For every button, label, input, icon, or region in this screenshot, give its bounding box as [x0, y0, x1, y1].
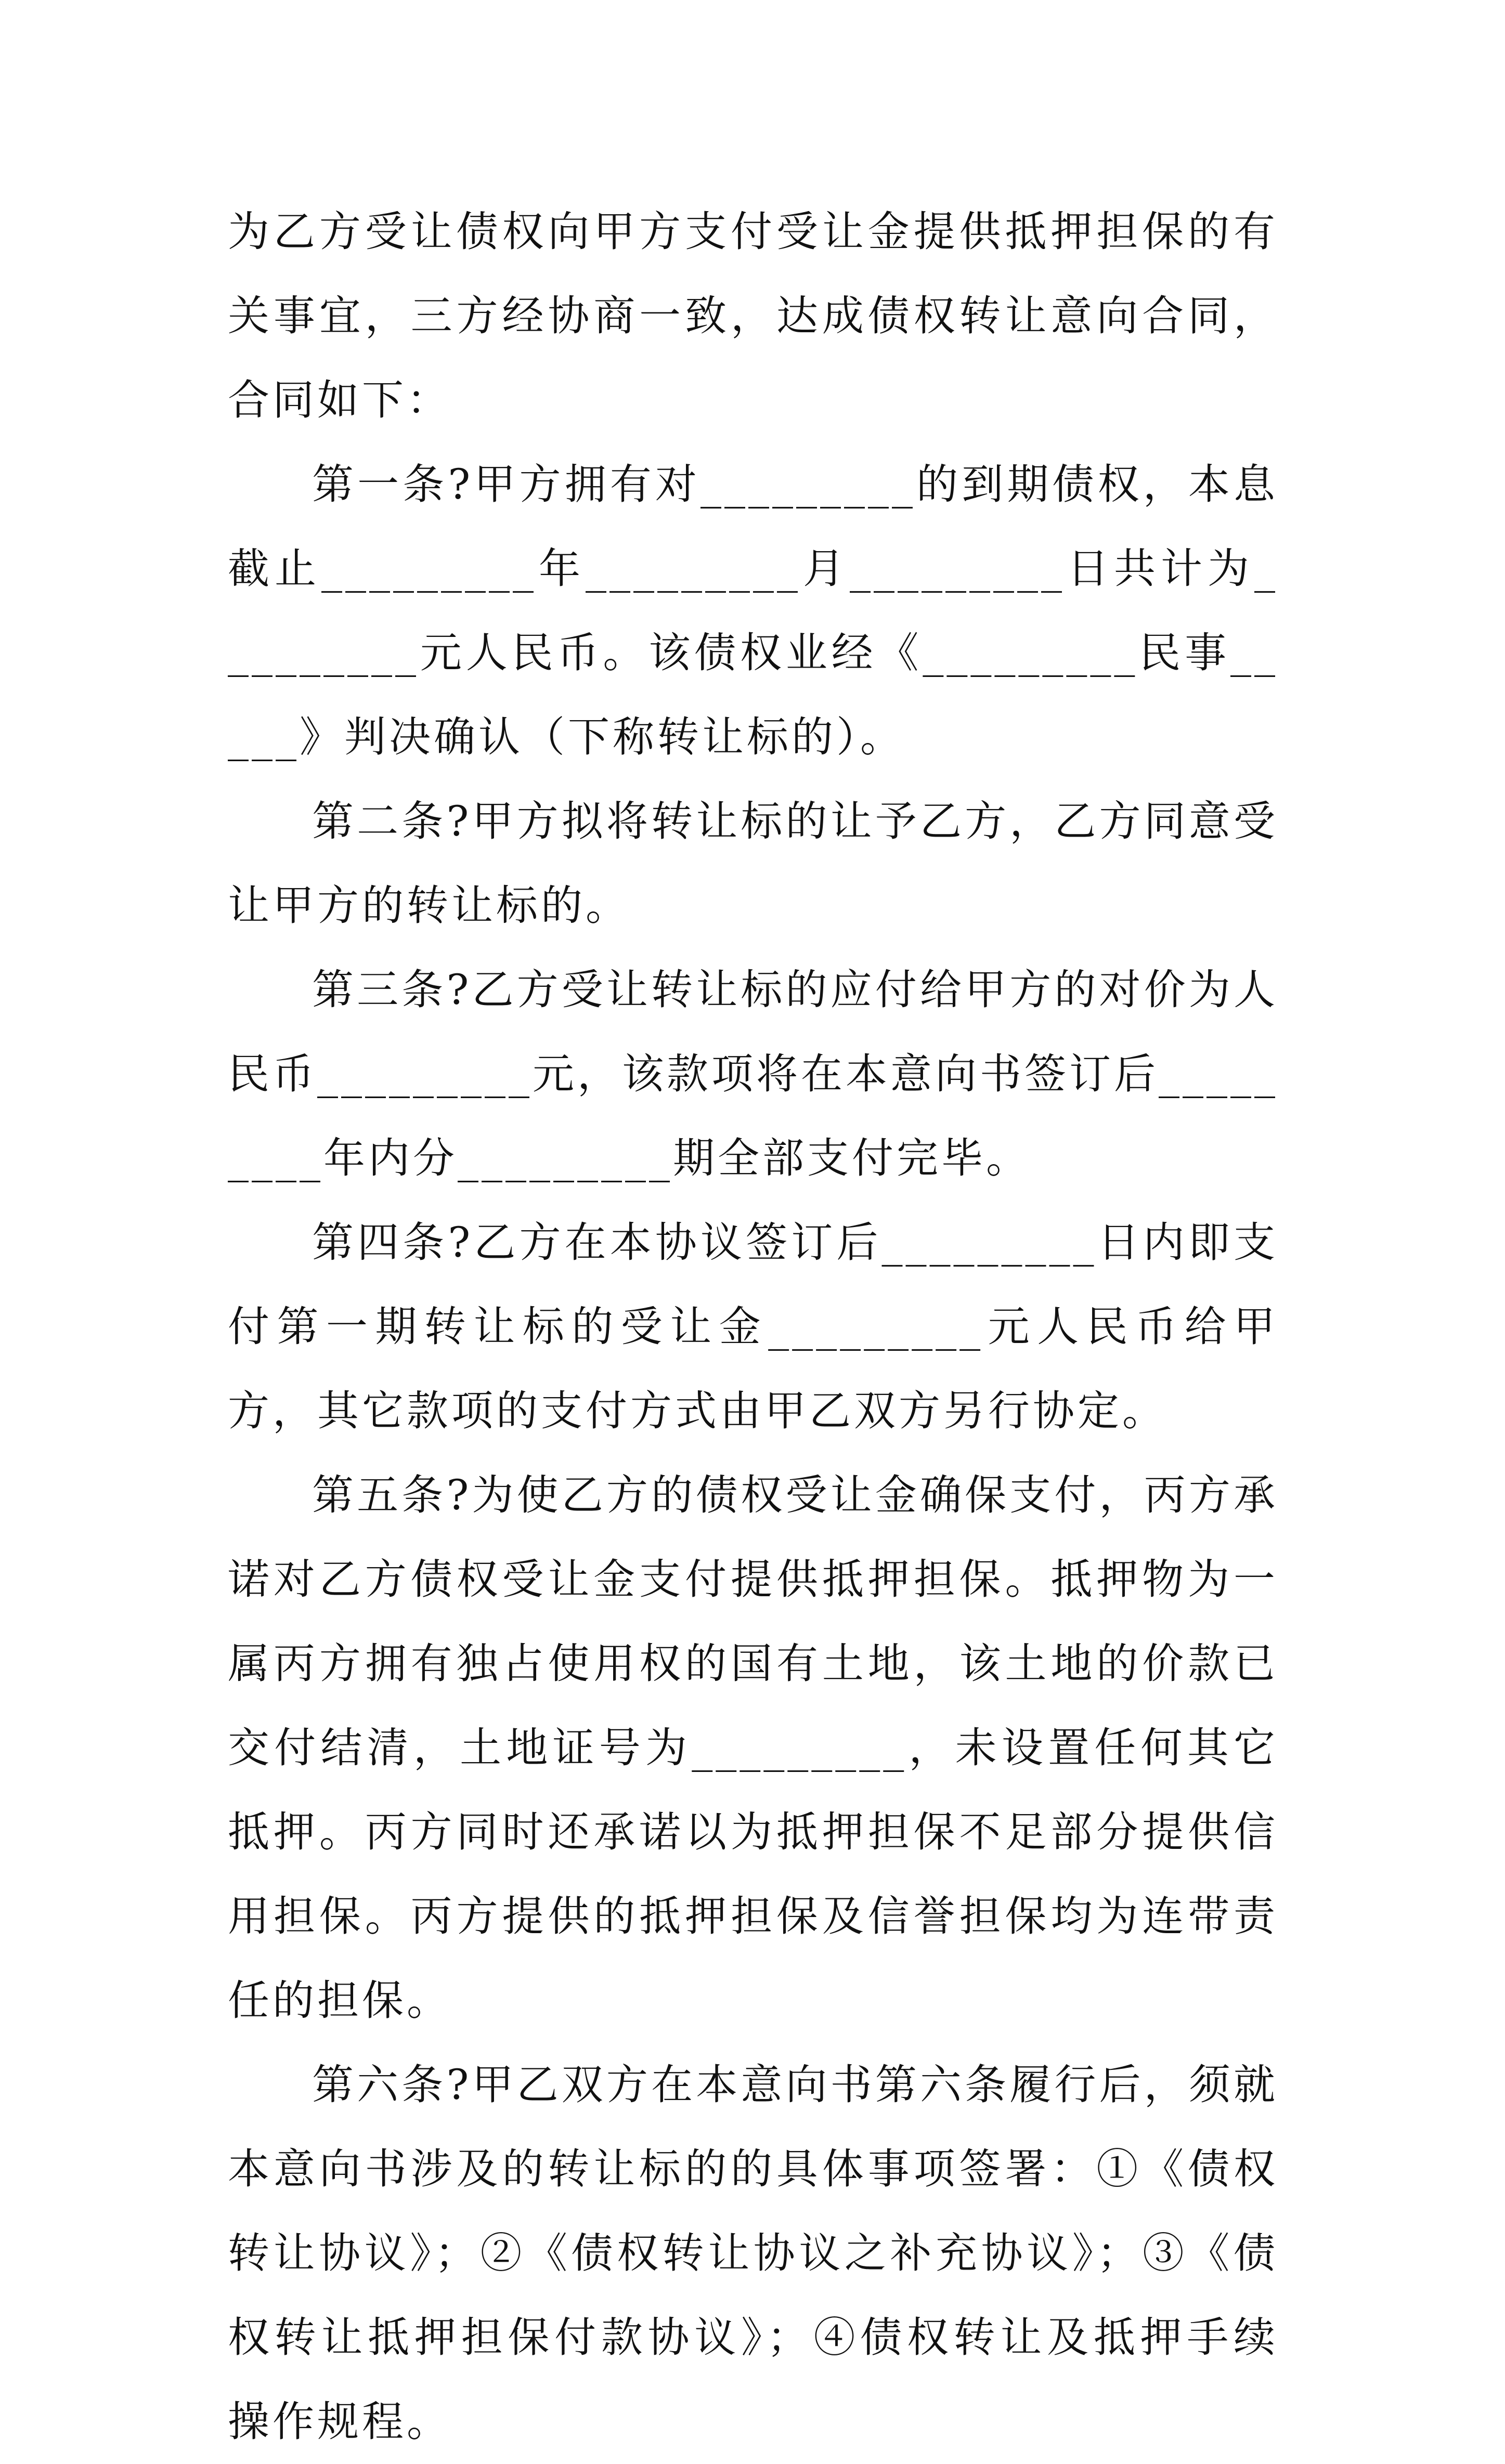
paragraph-article-1: 第一条?甲方拥有对_________的到期债权，本息截止_________年_________月_________日共计为_________元人民币。该债权业经《_________民事_____》判决确认（下称转让标的）。 [228, 460, 1278, 761]
contract-body [228, 190, 1278, 2464]
paragraph-article-4: 第四条?乙方在本协议签订后_________日内即支付第一期转让标的受让金_________元人民币给甲方，其它款项的支付方式由甲乙双方另行协定。 [228, 1218, 1278, 1435]
paragraph-article-3: 第三条?乙方受让转让标的应付给甲方的对价为人民币_________元，该款项将在本意向书签订后_________年内分_________期全部支付完毕。 [228, 966, 1278, 1182]
paragraph-article-2: 第二条?甲方拟将转让标的让予乙方，乙方同意受让甲方的转让标的。 [228, 797, 1278, 930]
paragraph-article-5: 第五条?为使乙方的债权受让金确保支付，丙方承诺对乙方债权受让金支付提供抵押担保。抵押物为一属丙方拥有独占使用权的国有土地，该土地的价款已交付结清，土地证号为_________，未设置任何其它抵押。丙方同时还承诺以为抵押担保不足部分提供信用担保。丙方提供的抵押担保及信誉担保均为连带责任的担保。 [228, 1471, 1278, 2025]
paragraph-article-6: 第六条?甲乙双方在本意向书第六条履行后，须就本意向书涉及的转让标的的具体事项签署：①《债权转让协议》；②《债权转让协议之补充协议》；③《债权转让抵押担保付款协议》；④债权转让及抵押手续操作规程。 [228, 2061, 1278, 2446]
paragraph-intro: 为乙方受让债权向甲方支付受让金提供抵押担保的有关事宜，三方经协商一致，达成债权转让意向合同，合同如下： [228, 207, 1278, 424]
